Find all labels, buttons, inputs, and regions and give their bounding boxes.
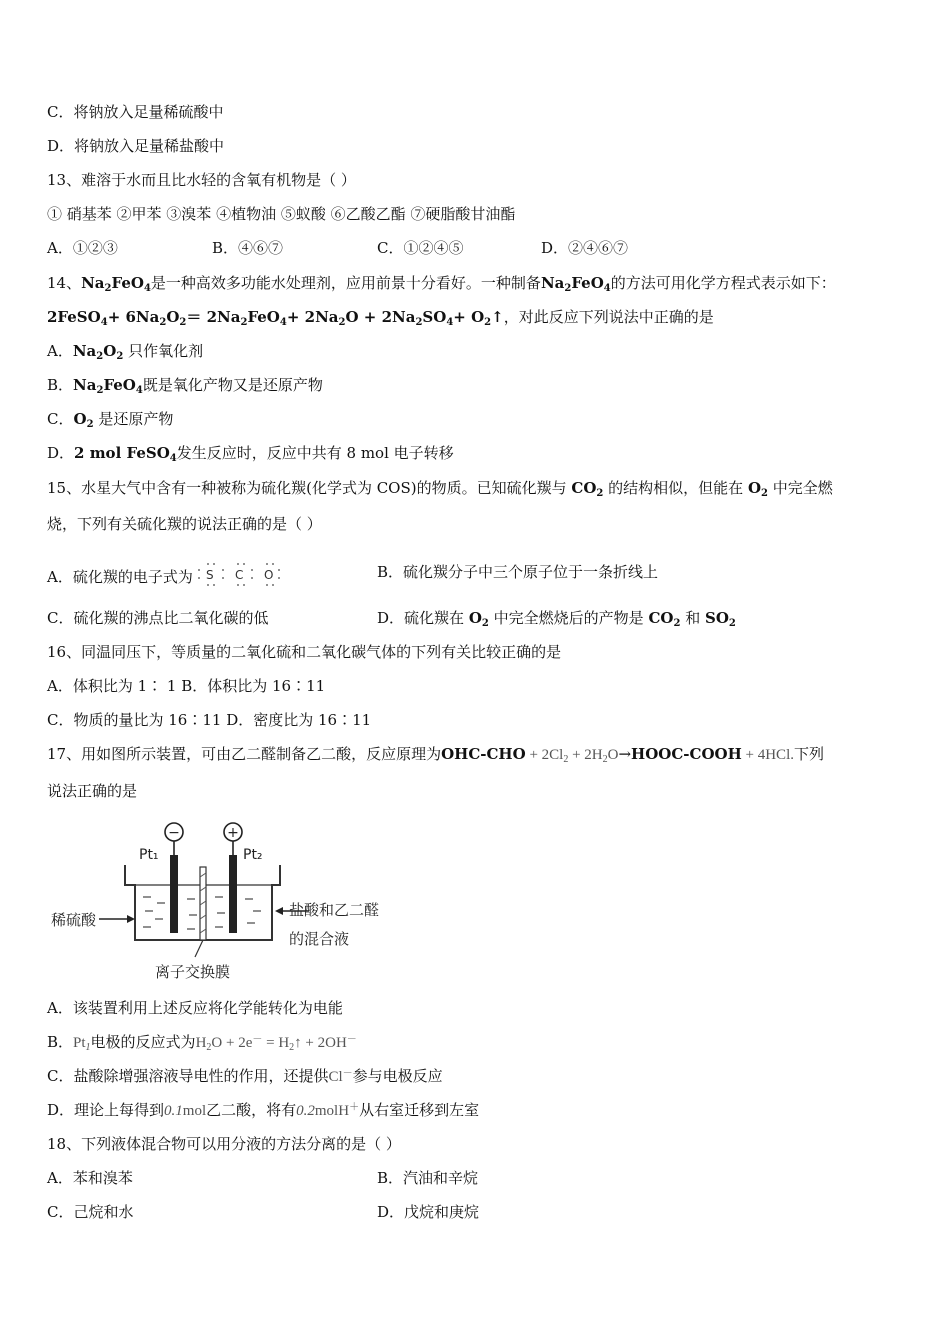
q14-stem-part1: 是一种高效多功能水处理剂，应用前景十分看好。一种制备 <box>150 274 541 292</box>
pt1-label: Pt₁ <box>139 847 159 863</box>
q14-stem-tail: ，对此反应下列说法中正确的是 <box>503 308 714 326</box>
plus-sign: + <box>227 825 239 841</box>
electrolysis-cell-diagram <box>47 815 419 985</box>
q16-options-cd: C．物质的量比为 16∶11 D．密度比为 16∶11 <box>47 711 372 729</box>
q13-items: ① 硝基苯 ②甲苯 ③溴苯 ④植物油 ⑤蚁酸 ⑥乙酸乙酯 ⑦硬脂酸甘油酯 <box>47 205 516 223</box>
mixed-solution-label-1: 盐酸和乙二醛 <box>289 901 380 919</box>
q18-option-b: B．汽油和辛烷 <box>377 1169 479 1187</box>
q12-option-c: C．将钠放入足量稀硫酸中 <box>47 103 224 121</box>
q13-option-a: A．①②③ <box>47 239 118 257</box>
lewis-s: S <box>205 568 214 582</box>
q17-option-a: A．该装置利用上述反应将化学能转化为电能 <box>47 999 343 1017</box>
q15-stem-line2: 烧，下列有关硫化羰的说法正确的是（ ） <box>47 515 322 533</box>
lewis-o: O <box>263 568 274 582</box>
q15-option-c: C．硫化羰的沸点比二氧化碳的低 <box>47 609 269 627</box>
cos-electron-formula <box>193 562 281 588</box>
q15-option-d: D．硫化羰在 $O_2$ 中完全燃烧后的产物是 $CO_2$ 和 $SO_2$ <box>377 609 736 629</box>
q13-option-d: D．②④⑥⑦ <box>541 239 629 257</box>
q16-options-ab: A．体积比为 1∶ 1 B．体积比为 16∶11 <box>47 677 326 695</box>
q12-option-d: D．将钠放入足量稀盐酸中 <box>47 137 225 155</box>
q13-option-b: B．④⑥⑦ <box>212 239 284 257</box>
q15-option-b: B．硫化羰分子中三个原子位于一条折线上 <box>377 563 659 581</box>
q18-option-c: C．己烷和水 <box>47 1203 134 1221</box>
q14-option-a: A．$Na_2O_2$ 只作氧化剂 <box>47 342 204 362</box>
q18-stem: 18、下列液体混合物可以用分液的方法分离的是（ ） <box>47 1135 401 1153</box>
minus-sign: − <box>168 825 180 841</box>
q14-stem-part2: 的方法可用化学方程式表示如下： <box>610 274 836 292</box>
q15-stem-line1: 15、水星大气中含有一种被称为硫化羰(化学式为 COS)的物质。已知硫化羰与 $CO_2$ 的结构相似，但能在 $O_2$ 中完全燃 <box>47 479 833 499</box>
q15-option-a: A．硫化羰的电子式为 S C O <box>47 562 281 588</box>
q14-option-d: D．2 mol FeSO$_4$发生反应时，反应中共有 8 mol 电子转移 <box>47 444 454 464</box>
q14-equation-line: 2FeSO$_4$+ $6Na_2O_2= 2Na_2FeO_4+ 2Na_2O + 2Na_2SO_4+$ $O_2↑$，对此反应下列说法中正确的是 <box>47 308 714 328</box>
q18-option-d: D．戊烷和庚烷 <box>377 1203 480 1221</box>
q14-stem-line1: 14、$Na_2FeO_4$是一种高效多功能水处理剂，应用前景十分看好。一种制备$Na_2FeO_4$的方法可用化学方程式表示如下： <box>47 274 836 294</box>
q18-option-a: A．苯和溴苯 <box>47 1169 133 1187</box>
q16-stem: 16、同温同压下，等质量的二氧化硫和二氧化碳气体的下列有关比较正确的是 <box>47 643 562 661</box>
q14-option-b: B．$Na_2FeO_4$既是氧化产物又是还原产物 <box>47 376 323 396</box>
q13-option-c: C．①②④⑤ <box>377 239 464 257</box>
q17-option-d: D．理论上每得到0.1mol乙二酸，将有0.2molH＋从右室迁移到左室 <box>47 1101 480 1119</box>
q17-stem-line2: 说法正确的是 <box>47 782 138 800</box>
q14-number: 14、 <box>47 274 82 292</box>
mixed-solution-label-2: 的混合液 <box>289 930 350 948</box>
pt2-electrode <box>229 855 237 933</box>
q17-option-b: B．$Pt_1$电极的反应式为$H_2O + 2e^-$ = $H_2↑ + 2OH^-$ <box>47 1033 357 1053</box>
pt2-label: Pt₂ <box>243 847 263 863</box>
dilute-sulfuric-acid-label: 稀硫酸 <box>51 911 97 929</box>
q17-stem-line1: 17、用如图所示装置，可由乙二醛制备乙二酸，反应原理为$OHC-CHO + 2Cl_2$ + $2H_2O\to HOOC$-COOH + 4HCl.下列 <box>47 745 824 765</box>
q13-stem: 13、难溶于水而且比水轻的含氧有机物是（ ） <box>47 171 356 189</box>
lewis-c: C <box>234 568 244 582</box>
pt1-electrode <box>170 855 178 933</box>
membrane-label: 离子交换膜 <box>155 963 231 981</box>
q17-option-c: C．盐酸除增强溶液导电性的作用，还提供Cl－参与电极反应 <box>47 1067 443 1085</box>
q14-option-c: C．$O_2$ 是还原产物 <box>47 410 174 430</box>
